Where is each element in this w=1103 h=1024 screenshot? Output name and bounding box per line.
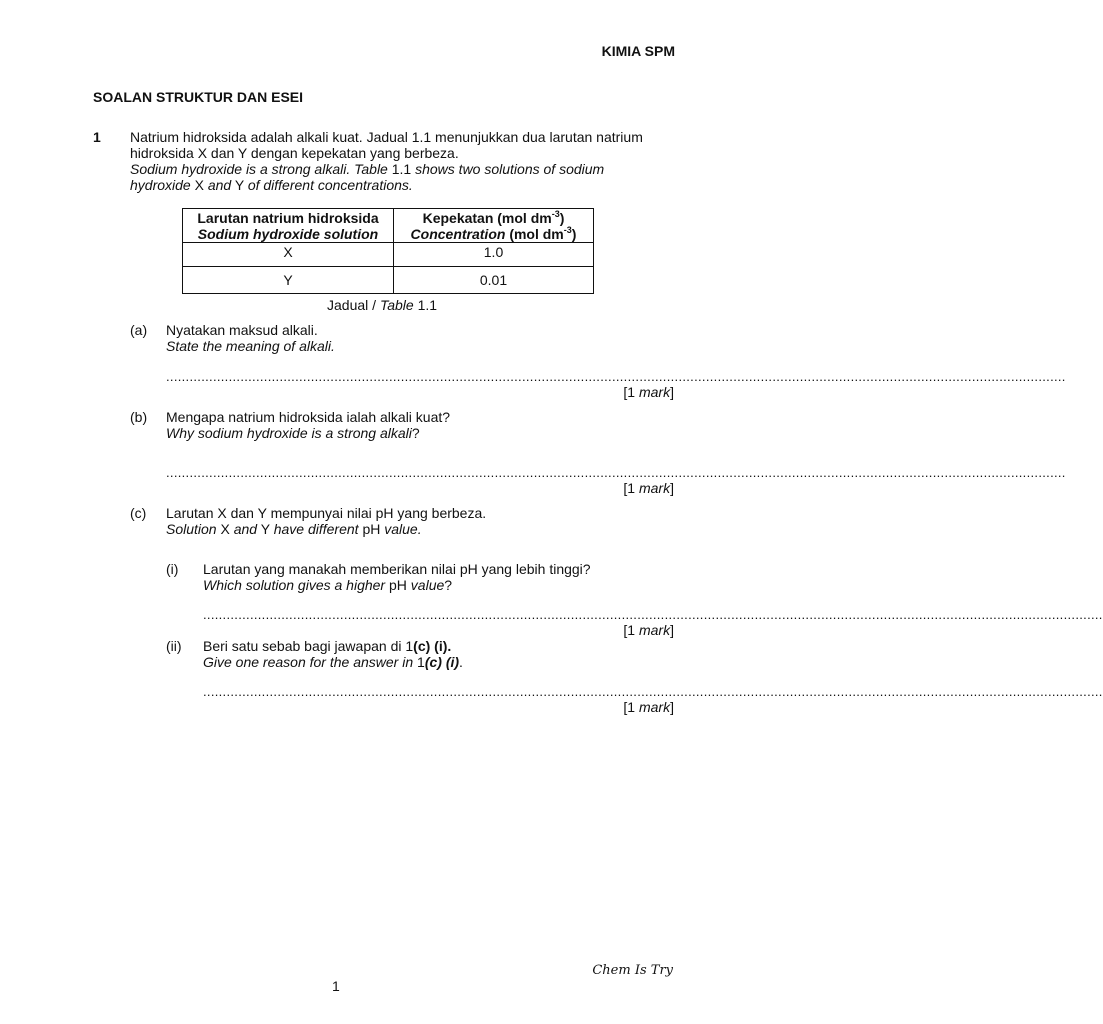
- part-a-question: [166, 322, 335, 354]
- part-c-i-label: (i): [166, 561, 179, 577]
- part-c-ii-question: [203, 638, 463, 670]
- question-number: 1: [93, 129, 101, 145]
- part-b-label: (b): [130, 409, 148, 425]
- table-header-row: [183, 209, 594, 243]
- page-number: 1: [332, 978, 340, 994]
- part-b-answer-line[interactable]: ......................................................................................................................................................................................................................................: [166, 465, 1066, 480]
- table-row: [183, 267, 594, 294]
- table-cell-solution: X: [183, 243, 394, 267]
- table-row: [183, 243, 594, 267]
- part-c-ii-label: (ii): [166, 638, 182, 654]
- part-c-ii-en: Give one reason for the answer in 1(c) (i).: [203, 654, 463, 670]
- concentration-table: [182, 208, 594, 294]
- table-cell-solution: Y: [183, 267, 394, 294]
- part-c-i-question: [203, 561, 591, 593]
- part-b-mark: [1 mark]: [623, 480, 674, 496]
- question-intro: [130, 129, 643, 193]
- header-subject: KIMIA SPM: [601, 43, 675, 59]
- part-b-ms: Mengapa natrium hidroksida ialah alkali kuat?: [166, 409, 451, 425]
- table-header-concentration: Kepekatan (mol $dm^{-3}$) Concentration (mol $dm^{-3}$): [394, 209, 594, 243]
- part-b-question: [166, 409, 450, 441]
- part-a-ms: Nyatakan maksud alkali.: [166, 322, 318, 338]
- section-title: SOALAN STRUKTUR DAN ESEI: [93, 89, 304, 105]
- footer-brand: Chem Is Try: [592, 963, 673, 978]
- part-a-mark: [1 mark]: [623, 384, 674, 400]
- intro-ms-line-1: Natrium hidroksida adalah alkali kuat. Jadual 1.1 menunjukkan dua larutan natrium: [130, 129, 643, 145]
- part-c-label: (c): [130, 505, 147, 521]
- table-cell-concentration: 1.0: [394, 243, 594, 267]
- intro-en-line-2: hydroxide X and Y of different concentrations.: [130, 177, 413, 193]
- part-b-en: Why sodium hydroxide is a strong alkali?: [166, 425, 420, 441]
- table-header-solution: Larutan natrium hidroksida Sodium hydroxide solution: [183, 209, 394, 243]
- part-c-question: [166, 505, 486, 537]
- table-caption: Jadual / Table 1.1: [327, 297, 438, 313]
- part-a-label: (a): [130, 322, 148, 338]
- part-a-en: State the meaning of alkali.: [166, 338, 335, 354]
- part-c-i-answer-line[interactable]: ......................................................................................................................................................................................................................................: [203, 607, 1103, 622]
- part-c-i-mark: [1 mark]: [623, 622, 674, 638]
- part-c-ii-answer-line[interactable]: ......................................................................................................................................................................................................................................: [203, 684, 1103, 699]
- intro-ms-line-2: hidroksida X dan Y dengan kepekatan yang berbeza.: [130, 145, 459, 161]
- part-c-ii-mark: [1 mark]: [623, 699, 674, 715]
- part-c-ms: Larutan X dan Y mempunyai nilai pH yang berbeza.: [166, 505, 487, 521]
- part-c-i-ms: Larutan yang manakah memberikan nilai pH yang lebih tinggi?: [203, 561, 591, 577]
- table-cell-concentration: 0.01: [394, 267, 594, 294]
- part-a-answer-line[interactable]: ......................................................................................................................................................................................................................................: [166, 369, 1066, 384]
- part-c-en: Solution X and Y have different pH value.: [166, 521, 422, 537]
- intro-en-line-1: Sodium hydroxide is a strong alkali. Table 1.1 shows two solutions of sodium: [130, 161, 605, 177]
- part-c-i-en: Which solution gives a higher pH value?: [203, 577, 453, 593]
- part-c-ii-ms: Beri satu sebab bagi jawapan di 1(c) (i).: [203, 638, 452, 654]
